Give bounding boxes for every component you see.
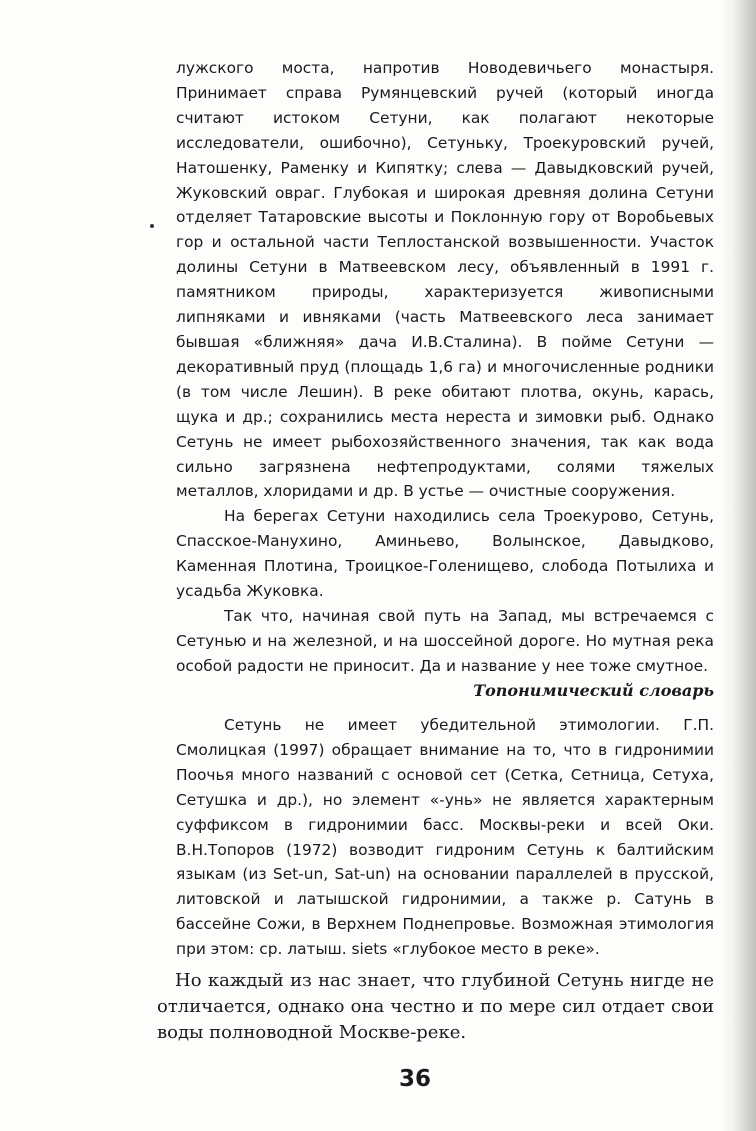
main-text-block [176, 56, 714, 679]
closing-paragraph: Но каждый из нас знает, что глубиной Сетунь нигде не отличается, однако она честно и по мере сил отдает свои воды полноводной Москве-реке. [157, 970, 714, 1043]
toponymic-dictionary-heading: Топонимический словарь [473, 681, 714, 700]
paragraph-setun-description: лужского моста, напротив Новодевичьего монастыря. Принимает справа Румянцевский ручей (который иногда считают истоком Сетуни, как полагают некоторые исследователи, ошибочно), Сетуньку, Троекуровский ручей, Натошенку, Раменку и Кипятку; слева — Давыдковский ручей, Жуковский овраг. Глубокая и широкая древняя долина Сетуни отделяет Татаровские высоты и Поклонную гору от Воробьевых гор и остальной части Теплостанской возвышенности. Участок долины Сетуни в Матвеевском лесу, объявленный в 1991 г. памятником природы, характеризуется живописными липняками и ивняками (часть Матвеевского леса занимает бывшая «ближняя» дача И.В.Сталина). В пойме Сетуни — декоративный пруд (площадь 1,6 га) и многочисленные родники (в том числе Лешин). В реке обитают плотва, окунь, карась, щука и др.; сохранились места нереста и зимовки рыб. Однако Сетунь не имеет рыбохозяйственного значения, так как вода сильно загрязнена нефтепродуктами, солями тяжелых металлов, хлоридами и др. В устье — очистные сооружения. [176, 59, 714, 501]
toponymic-dictionary-block [176, 713, 714, 962]
dictionary-entry-text: Сетунь не имеет убедительной этимологии. Г.П. Смолицкая (1997) обращает внимание на то, что в гидронимии Поочья много названий с основой сет (Сетка, Сетница, Сетуха, Сетушка и др.), но элемент «-унь» не является характерным суффиксом в гидронимии басс. Москвы-реки и всей Оки. В.Н.Топоров (1972) возводит гидроним Сетунь к балтийским языкам (из Set-un, Sat-un) на основании параллелей в прусской, литовской и латышской гидронимии, а также р. Сатунь в бассейне Сожи, в Верхнем Поднепровье. Возможная этимология при этом: ср. латыш. siets «глубокое место в реке». [176, 716, 714, 959]
page-number: 36 [398, 1066, 431, 1092]
scan-shadow-edge [720, 0, 756, 1131]
paragraph-westward-path: Так что, начиная свой путь на Запад, мы встречаемся с Сетунью и на железной, и на шоссейной дороге. Но мутная река особой радости не приносит. Да и название у нее тоже смутное. [176, 606, 714, 675]
paragraph-villages: На берегах Сетуни находились села Троекурово, Сетунь, Спасское-Манухино, Аминьево, Волынское, Давыдково, Каменная Плотина, Троицкое-Голенищево, слобода Потылиха и усадьба Жуковка. [176, 507, 714, 601]
scan-speck [150, 224, 154, 228]
